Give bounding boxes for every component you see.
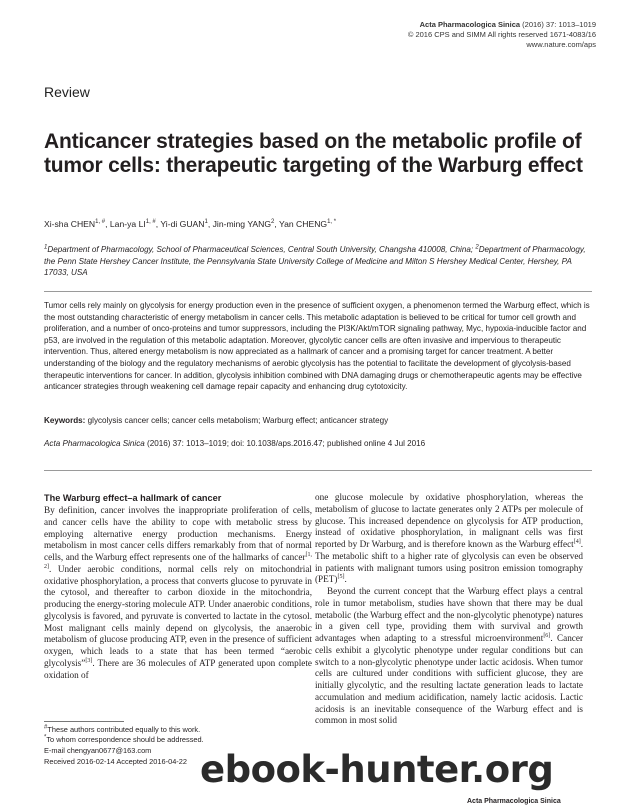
author: Jin-ming YANG <box>212 219 272 229</box>
journal-name: Acta Pharmacologica Sinica <box>419 20 521 29</box>
divider <box>44 291 592 292</box>
copyright-line: © 2016 CPS and SIMM All rights reserved 1671-4083/16 <box>407 30 596 39</box>
section-heading: The Warburg effect–a hallmark of cancer <box>44 493 222 503</box>
author: Yi-di GUAN <box>160 219 205 229</box>
citation-ref[interactable]: [4] <box>573 538 581 545</box>
citation-ref[interactable]: [5] <box>337 574 345 581</box>
author-list: Xi-sha $CHEN^{1, \#}$, Lan-ya $LI^{1, \#}$, Yi-di GUAN$^1$, Jin-ming YANG$^2$, Yan $CHENG^{1, *}$ <box>44 219 337 229</box>
footnote-equal-contribution: #These authors contributed equally to this work. <box>44 724 201 734</box>
citation-ref[interactable]: [6] <box>543 632 551 639</box>
citation-ref[interactable]: [1, 2] <box>44 551 312 570</box>
author: Lan-ya LI <box>109 219 146 229</box>
paragraph: By definition, cancer involves the inappropriate proliferation of cells, and cancer cells have the ability to cope with metabolic stress by employing alternative energy production mechanisms. Energy metabolism in most cancer cells differs remarkably from that of normal cells, and the Warburg effect represents one of the hallmarks of cancer[1, 2]. Under aerobic conditions, normal cells rely on mitochondrial oxidative phosphorylation, a process that converts glucose to pyruvate in the cytosol, and thereafter to carbon dioxide in the mitochondria, producing the energy-storing molecule ATP. Under anaerobic conditions, glycolysis is favored, and pyruvate is converted to lactate in the cytosol. Most malignant cells mainly depend on glycolysis, the anaerobic metabolism of glucose producing ATP, even in the presence of sufficient oxygen, which leads to a state that has been termed “aerobic glycolysis”[3]. There are 36 molecules of ATP generated upon complete oxidation of <box>44 505 312 680</box>
footnote-correspondence: *To whom correspondence should be addressed. <box>44 734 204 744</box>
body-column-left <box>44 492 312 681</box>
paragraph: Beyond the current concept that the Warburg effect plays a central role in tumor metabolism, studies have shown that there may be dual metabolic (the Warburg effect and the non-glycolytic phenotype) natures in a given cell type, providing them with survival and growth advantages when adapting to a stressful microenvironment[6]. Cancer cells exhibit a glycolytic phenotype under regular conditions but can switch to a non-glycolytic phenotype under lactic acidosis. When tumor cells are cultured under conditions with sufficient glucose, they are initially glycolytic, and the resulting lactate generation leads to lactate accumulation and medium acidification, namely lactic acidosis. Lactic acidosis is an inevitable consequence of the Warburg effect and is common in most solid <box>315 586 583 726</box>
abstract: Tumor cells rely mainly on glycolysis for energy production even in the presence of sufficient oxygen, a phenomenon termed the Warburg effect, which is the most outstanding characteristic of energy metabolism in cancer cells. This metabolic adaptation is believed to be critical for tumor cell growth and proliferation, and a number of onco-proteins and tumor suppressors, including the PI3K/Akt/mTOR signaling pathway, Myc, hypoxia-inducible factor and p53, are involved in the regulation of this metabolic adaptation. Moreover, glycolytic cancer cells are often invasive and impervious to therapeutic intervention. Thus, altered energy metabolism is now appreciated as a hallmark of cancer and a promising target for cancer treatment. A better understanding of the biology and the regulatory mechanisms of aerobic glycolysis has the potential to facilitate the development of glycolysis-based therapeutic interventions for cancer. In addition, glycolysis inhibition combined with DNA damaging drugs or chemotherapeutic agents may be effective anticancer strategies through weakening cell damage repair capacity and enhancing drug cytotoxicity. <box>44 301 590 392</box>
footnote-divider <box>44 721 124 722</box>
affiliation-1: Department of Pharmacology, School of Pharmaceutical Sciences, Central South University, Changsha 410008, China; <box>47 245 474 254</box>
received-accepted-dates: Received 2016-02-14 Accepted 2016-04-22 <box>44 757 187 766</box>
section-label: Review <box>44 84 90 100</box>
footer-journal: Acta Pharmacologica Sinica <box>467 798 561 805</box>
keywords-label: Keywords: <box>44 416 86 425</box>
author: Xi-sha CHEN <box>44 219 96 229</box>
journal-url[interactable]: www.nature.com/aps <box>526 40 596 49</box>
body-column-right <box>315 492 583 727</box>
citation-details: (2016) 37: 1013–1019; doi: 10.1038/aps.2016.47; published online 4 Jul 2016 <box>147 439 426 448</box>
keywords-text: glycolysis cancer cells; cancer cells metabolism; Warburg effect; anticancer strategy <box>87 416 389 425</box>
journal-volume: (2016) 37: 1013–1019 <box>522 20 596 29</box>
affiliation-2: Department of Pharmacology, the Penn State Hershey Cancer Institute, the Pennsylvania State University College of Medicine and Milton S Hershey Medical Center, Hershey, PA 17033, USA <box>44 245 586 278</box>
corresponding-email[interactable]: E-mail chengyan0677@163.com <box>44 746 152 755</box>
citation-journal: Acta Pharmacologica Sinica <box>44 439 145 448</box>
author: Yan CHENG <box>279 219 328 229</box>
keywords <box>44 416 592 425</box>
journal-header <box>408 20 596 50</box>
divider <box>44 470 592 471</box>
article-title: Anticancer strategies based on the metabolic profile of tumor cells: therapeutic targeting of the Warburg effect <box>44 130 583 177</box>
citation-ref[interactable]: [3] <box>85 657 93 664</box>
affiliations: $^1$Department of Pharmacology, School of Pharmaceutical Sciences, Central South University, Changsha 410008, China; $^2$Department of Pharmacology, the Penn State Hershey Cancer Institute, the Pennsylvania State University College of Medicine and Milton S Hershey Medical Center, Hershey, PA 17033, USA <box>44 244 586 278</box>
paragraph: one glucose molecule by oxidative phosphorylation, whereas the metabolism of glucose to lactate generates only 2 ATPs per molecule of glucose. This increased dependence on glycolysis for ATP production, instead of oxidative phosphorylation, in malignant cells was first reported by Dr Warburg, and is therefore known as the Warburg effect[4]. The metabolic shift to a higher rate of glycolysis can even be observed in patients with malignant tumors using positron emission tomography (PET)[5]. <box>315 492 583 585</box>
citation-line <box>44 439 592 448</box>
watermark: ebook-hunter.org <box>200 748 554 791</box>
